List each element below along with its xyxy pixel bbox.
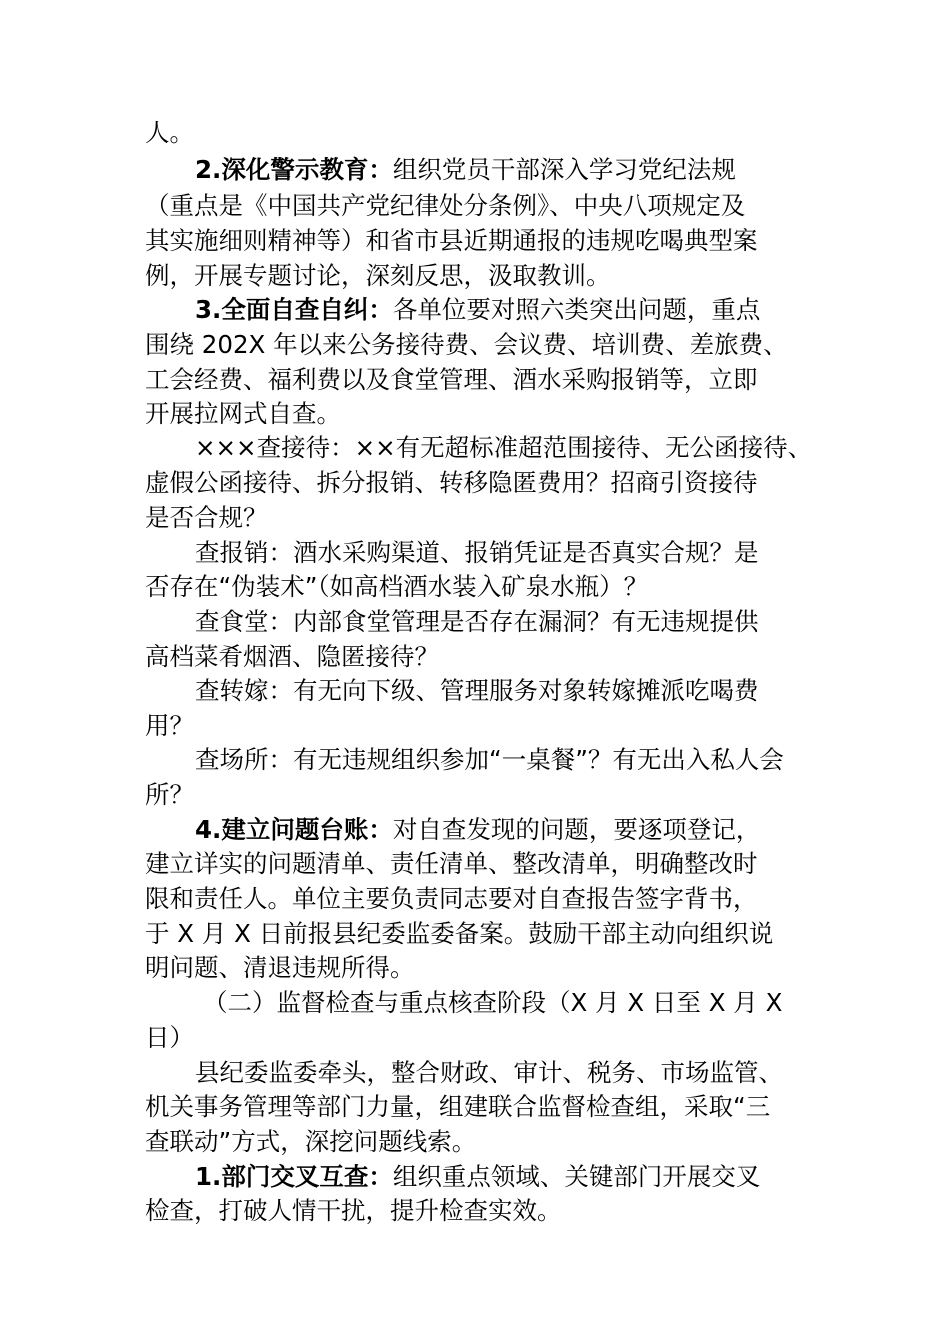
text-line: 查联动”方式，深挖问题线索。: [145, 1127, 477, 1156]
section-heading: 4.建立问题台账：: [195, 815, 393, 844]
text-line: 机关事务管理等部门力量，组建联合监督检查组，采取“三: [145, 1092, 771, 1121]
text-line: ×××查接待：××有无超标准超范围接待、无公函接待、: [195, 433, 813, 462]
text-line: 例，开展专题讨论，深刻反思，汲取教训。: [145, 261, 611, 290]
text-line: 工会经费、福利费以及食堂管理、酒水采购报销等，立即: [145, 365, 758, 394]
text-line: 其实施细则精神等）和省市县近期通报的违规吃喝典型案: [145, 226, 758, 255]
text-line: 日）: [145, 1023, 194, 1052]
text-span: 组织重点领域、关键部门开展交叉: [392, 1162, 761, 1191]
text-line: （重点是《中国共产党纪律处分条例》、中央八项规定及: [145, 191, 746, 220]
section-heading: 2.深化警示教育：: [195, 155, 393, 184]
text-line: 否存在“伪装术”（如高档酒水装入矿泉水瓶）？: [145, 572, 649, 601]
text-line: 建立详实的问题清单、责任清单、整改清单，明确整改时: [145, 849, 758, 878]
text-line: 所？: [145, 780, 194, 809]
text-line: 查食堂：内部食堂管理是否存在漏洞？有无违规提供: [195, 607, 759, 636]
heading-line: [195, 1159, 760, 1195]
text-line: 高档菜肴烟酒、隐匿接待？: [145, 642, 439, 671]
text-line: 是否合规？: [145, 503, 268, 532]
text-line: 检查，打破人情干扰，提升检查实效。: [145, 1196, 562, 1225]
subsection-title: （二）监督检查与重点核查阶段（X 月 X 日至 X 月 X: [203, 988, 783, 1017]
text-span: 对自查发现的问题，要逐项登记，: [392, 815, 761, 844]
text-span: 各单位要对照六类突出问题，重点: [392, 295, 761, 324]
text-line: 开展拉网式自查。: [145, 399, 341, 428]
text-span: 组织党员干部深入学习党纪法规: [392, 155, 736, 184]
section-heading: 3.全面自查自纠：: [195, 295, 393, 324]
text-line: 明问题、清退违规所得。: [145, 953, 415, 982]
heading-line: [195, 812, 760, 848]
text-line: 用？: [145, 711, 194, 740]
text-line: 限和责任人。单位主要负责同志要对自查报告签字背书，: [145, 884, 758, 913]
text-line: 查场所：有无违规组织参加“一桌餐”？有无出入私人会: [195, 745, 784, 774]
heading-line: [195, 152, 736, 188]
text-line: 围绕 202X 年以来公务接待费、会议费、培训费、差旅费、: [145, 330, 788, 359]
text-line: 人。: [145, 118, 194, 147]
text-line: 查转嫁：有无向下级、管理服务对象转嫁摊派吃喝费: [195, 676, 759, 705]
section-heading: 1.部门交叉互查：: [195, 1162, 393, 1191]
text-line: 于 X 月 X 日前报县纪委监委备案。鼓励干部主动向组织说: [145, 919, 774, 948]
text-line: 虚假公函接待、拆分报销、转移隐匿费用？招商引资接待: [145, 468, 758, 497]
heading-line: [195, 292, 760, 328]
text-line: 查报销：酒水采购渠道、报销凭证是否真实合规？是: [195, 538, 759, 567]
text-line: 县纪委监委牵头，整合财政、审计、税务、市场监管、: [195, 1058, 783, 1087]
